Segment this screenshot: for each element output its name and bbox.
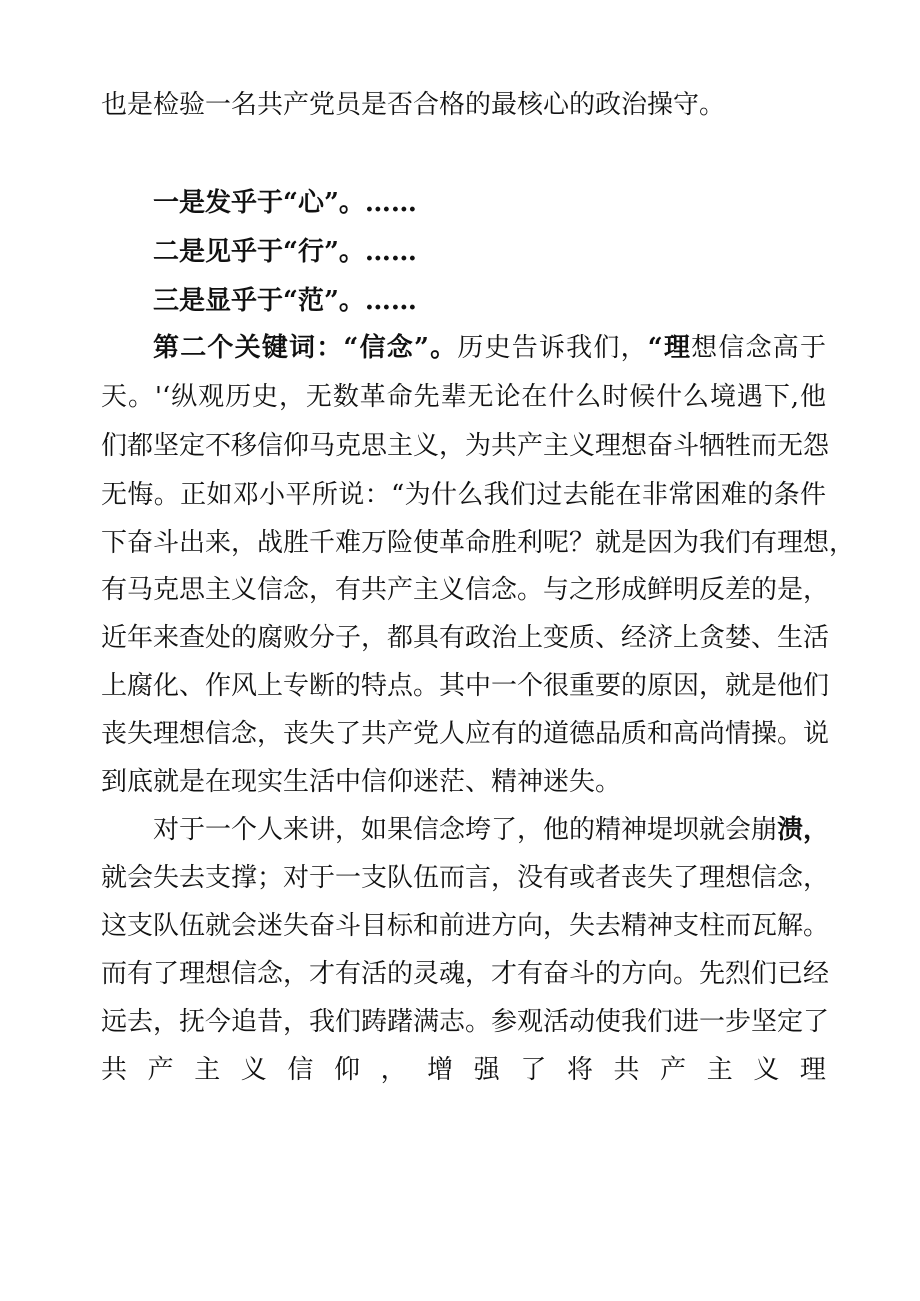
spread-character: 产 bbox=[147, 1055, 174, 1085]
text-line-13: 丧失理想信念，丧失了共产党人应有的道德品质和高尚情操。说 bbox=[101, 719, 830, 749]
text-line-6: 天。'‘纵观历史，无数革命先辈无论在什么时候什么境遇下,他 bbox=[101, 382, 826, 412]
spread-character: 产 bbox=[660, 1055, 687, 1085]
text-line-8: 无悔。正如邓小平所说：“为什么我们过去能在非常困难的条件 bbox=[101, 480, 826, 510]
text-line-11: 近年来查处的腐败分子，都具有政治上变质、经济上贪婪、生活 bbox=[101, 623, 830, 653]
text-line-16: 就会失去支撑；对于一支队伍而言，没有或者丧失了理想信念， bbox=[101, 863, 830, 893]
spread-character: 将 bbox=[566, 1055, 593, 1085]
spread-character: 共 bbox=[101, 1055, 128, 1085]
spread-character: 共 bbox=[613, 1055, 640, 1085]
point-two: 二是见乎于“行”。…… bbox=[153, 237, 417, 267]
spread-character: 增 bbox=[427, 1055, 454, 1085]
text-line-20 bbox=[101, 1053, 826, 1087]
spread-character: 强 bbox=[473, 1055, 500, 1085]
point-one: 一是发乎于“心”。…… bbox=[153, 188, 417, 218]
keyword-tail: 想信念高于 bbox=[691, 333, 826, 363]
spread-character: 理 bbox=[799, 1055, 826, 1085]
text-line-17: 这支队伍就会迷失奋斗目标和前进方向，失去精神支柱而瓦解。 bbox=[101, 911, 830, 941]
spread-character: 主 bbox=[706, 1055, 733, 1085]
spread-character: 义 bbox=[240, 1055, 267, 1085]
spread-character: ， bbox=[380, 1055, 407, 1085]
keyword-quote-start: “理 bbox=[647, 333, 692, 363]
text-line-1: 也是检验一名共产党员是否合格的最核心的政治操守。 bbox=[101, 90, 726, 120]
spread-character: 主 bbox=[194, 1055, 221, 1085]
text-line-12: 上腐化、作风上专断的特点。其中一个很重要的原因，就是他们 bbox=[101, 671, 830, 701]
text-line-15 bbox=[153, 813, 830, 847]
text-line-14: 到底就是在现实生活中信仰迷茫、精神迷失。 bbox=[101, 767, 622, 797]
spread-character: 仰 bbox=[333, 1055, 360, 1085]
keyword-text: 历史告诉我们， bbox=[457, 333, 648, 363]
spread-character: 义 bbox=[753, 1055, 780, 1085]
paragraph-start: 对于一个人来讲，如果信念垮了，他的精神堤坝就会崩 bbox=[153, 815, 778, 845]
text-line-7: 们都坚定不移信仰马克思主义，为共产主义理想奋斗牺牲而无怨 bbox=[101, 431, 830, 461]
text-line-9: 下奋斗出来，战胜千难万险使革命胜利呢？就是因为我们有理想， bbox=[101, 528, 856, 558]
text-line-19: 远去，抚今追昔，我们踌躇满志。参观活动使我们进一步坚定了 bbox=[101, 1007, 830, 1037]
point-three: 三是显乎于“范”。…… bbox=[153, 286, 417, 316]
spread-character: 信 bbox=[287, 1055, 314, 1085]
spread-character: 了 bbox=[520, 1055, 547, 1085]
text-line-18: 而有了理想信念，才有活的灵魂，才有奋斗的方向。先烈们已经 bbox=[101, 959, 830, 989]
text-line-10: 有马克思主义信念，有共产主义信念。与之形成鲜明反差的是， bbox=[101, 575, 830, 605]
paragraph-start-bold: 溃， bbox=[777, 815, 830, 845]
keyword-line bbox=[153, 331, 826, 365]
keyword-heading: 第二个关键词：“信念”。 bbox=[153, 333, 458, 363]
